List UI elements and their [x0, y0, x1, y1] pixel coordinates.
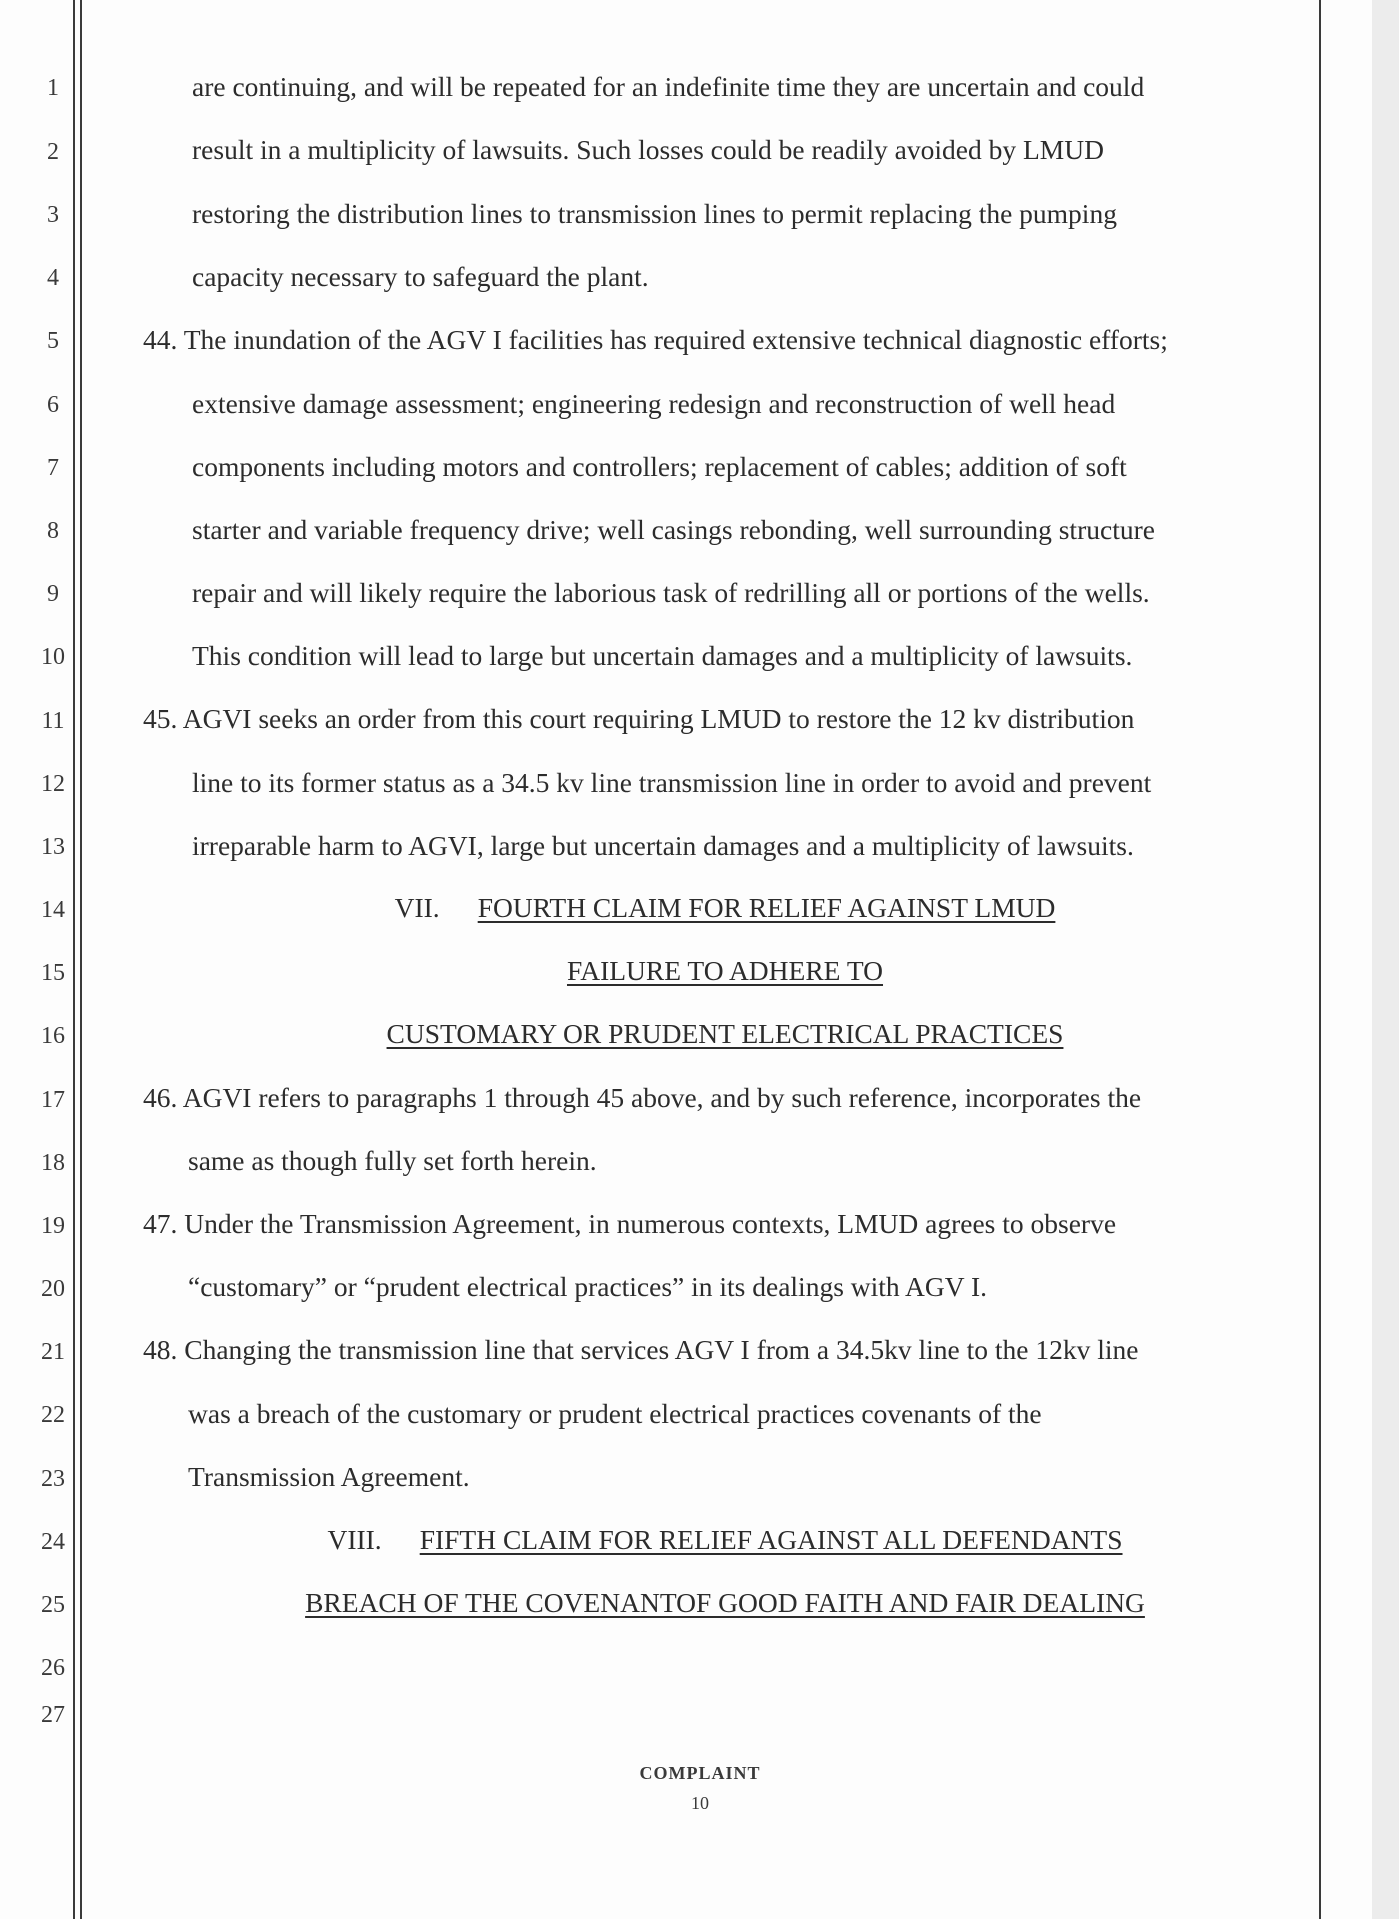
line-number: 8	[47, 518, 59, 544]
line-number: 6	[47, 392, 59, 418]
paragraph-47-start: 47. Under the Transmission Agreement, in numerous contexts, LMUD agrees to observe	[143, 1208, 1117, 1239]
left-margin-rule	[73, 0, 75, 1919]
line-number: 15	[41, 960, 65, 986]
line-number: 12	[41, 771, 65, 797]
line-number: 11	[41, 708, 65, 734]
text-line: extensive damage assessment; engineering redesign and reconstruction of well head	[192, 388, 1116, 419]
text-line: irreparable harm to AGVI, large but uncertain damages and a multiplicity of lawsuits.	[192, 830, 1134, 861]
section-subtitle: FAILURE TO ADHERE TO	[566, 955, 884, 986]
line-number: 3	[47, 202, 59, 228]
line-number: 9	[47, 581, 59, 607]
section-subheading	[140, 1587, 1310, 1619]
footer-document-title: COMPLAINT	[639, 1763, 761, 1783]
paragraph-44-start: 44. The inundation of the AGV I facilities has required extensive technical diagnostic efforts;	[143, 324, 1168, 355]
paragraph-45-start: 45. AGVI seeks an order from this court requiring LMUD to restore the 12 kv distribution	[143, 703, 1135, 734]
line-number: 27	[41, 1702, 65, 1728]
scan-edge-shadow	[1372, 0, 1399, 1919]
section-subtitle: CUSTOMARY OR PRUDENT ELECTRICAL PRACTICES	[386, 1018, 1064, 1049]
line-number: 24	[41, 1529, 65, 1555]
line-number: 25	[41, 1592, 65, 1618]
line-number: 14	[41, 897, 65, 923]
line-number: 19	[41, 1213, 65, 1239]
text-line: components including motors and controllers; replacement of cables; addition of soft	[192, 451, 1127, 482]
text-line: line to its former status as a 34.5 kv line transmission line in order to avoid and prevent	[192, 767, 1152, 798]
section-number: VIII.	[327, 1524, 382, 1555]
text-line: Transmission Agreement.	[188, 1461, 470, 1492]
line-number: 7	[47, 455, 59, 481]
line-number: 18	[41, 1150, 65, 1176]
text-line: This condition will lead to large but uncertain damages and a multiplicity of lawsuits.	[192, 640, 1133, 671]
text-line: starter and variable frequency drive; well casings rebonding, well surrounding structure	[192, 514, 1155, 545]
text-line: are continuing, and will be repeated for an indefinite time they are uncertain and could	[192, 71, 1145, 102]
text-line: repair and will likely require the laborious task of redrilling all or portions of the wells.	[192, 577, 1150, 608]
line-number: 4	[47, 265, 59, 291]
text-line: result in a multiplicity of lawsuits. Such losses could be readily avoided by LMUD	[192, 134, 1104, 165]
line-number: 22	[41, 1402, 65, 1428]
text-line: restoring the distribution lines to transmission lines to permit replacing the pumping	[192, 198, 1117, 229]
text-line: was a breach of the customary or prudent electrical practices covenants of the	[188, 1398, 1042, 1429]
section-title: FIFTH CLAIM FOR RELIEF AGAINST ALL DEFENDANTS	[419, 1524, 1123, 1555]
line-number: 10	[41, 644, 65, 670]
section-subtitle: BREACH OF THE COVENANTOF GOOD FAITH AND FAIR DEALING	[305, 1587, 1145, 1618]
section-heading-viii	[140, 1524, 1310, 1556]
line-number: 17	[41, 1087, 65, 1113]
line-number: 5	[47, 328, 59, 354]
left-margin-rule-inner	[80, 0, 82, 1919]
line-number: 2	[47, 139, 59, 165]
section-subheading	[140, 955, 1310, 987]
text-line: capacity necessary to safeguard the plant.	[192, 261, 649, 292]
section-number: VII.	[394, 892, 440, 923]
line-number: 13	[41, 834, 65, 860]
paragraph-46-start: 46. AGVI refers to paragraphs 1 through 45 above, and by such reference, incorporates the	[143, 1082, 1142, 1113]
line-number: 23	[41, 1466, 65, 1492]
paragraph-48-start: 48. Changing the transmission line that services AGV I from a 34.5kv line to the 12kv line	[143, 1334, 1139, 1365]
line-number: 20	[41, 1276, 65, 1302]
right-margin-rule	[1319, 0, 1321, 1919]
line-number: 21	[41, 1339, 65, 1365]
text-line: “customary” or “prudent electrical practices” in its dealings with AGV I.	[188, 1271, 988, 1302]
line-number: 16	[41, 1023, 65, 1049]
section-title: FOURTH CLAIM FOR RELIEF AGAINST LMUD	[477, 892, 1056, 923]
footer-page-number: 10	[691, 1793, 709, 1813]
line-number: 1	[47, 75, 59, 101]
section-heading-vii	[140, 892, 1310, 924]
text-line: same as though fully set forth herein.	[188, 1145, 597, 1176]
section-subheading	[140, 1018, 1310, 1050]
line-number: 26	[41, 1655, 65, 1681]
